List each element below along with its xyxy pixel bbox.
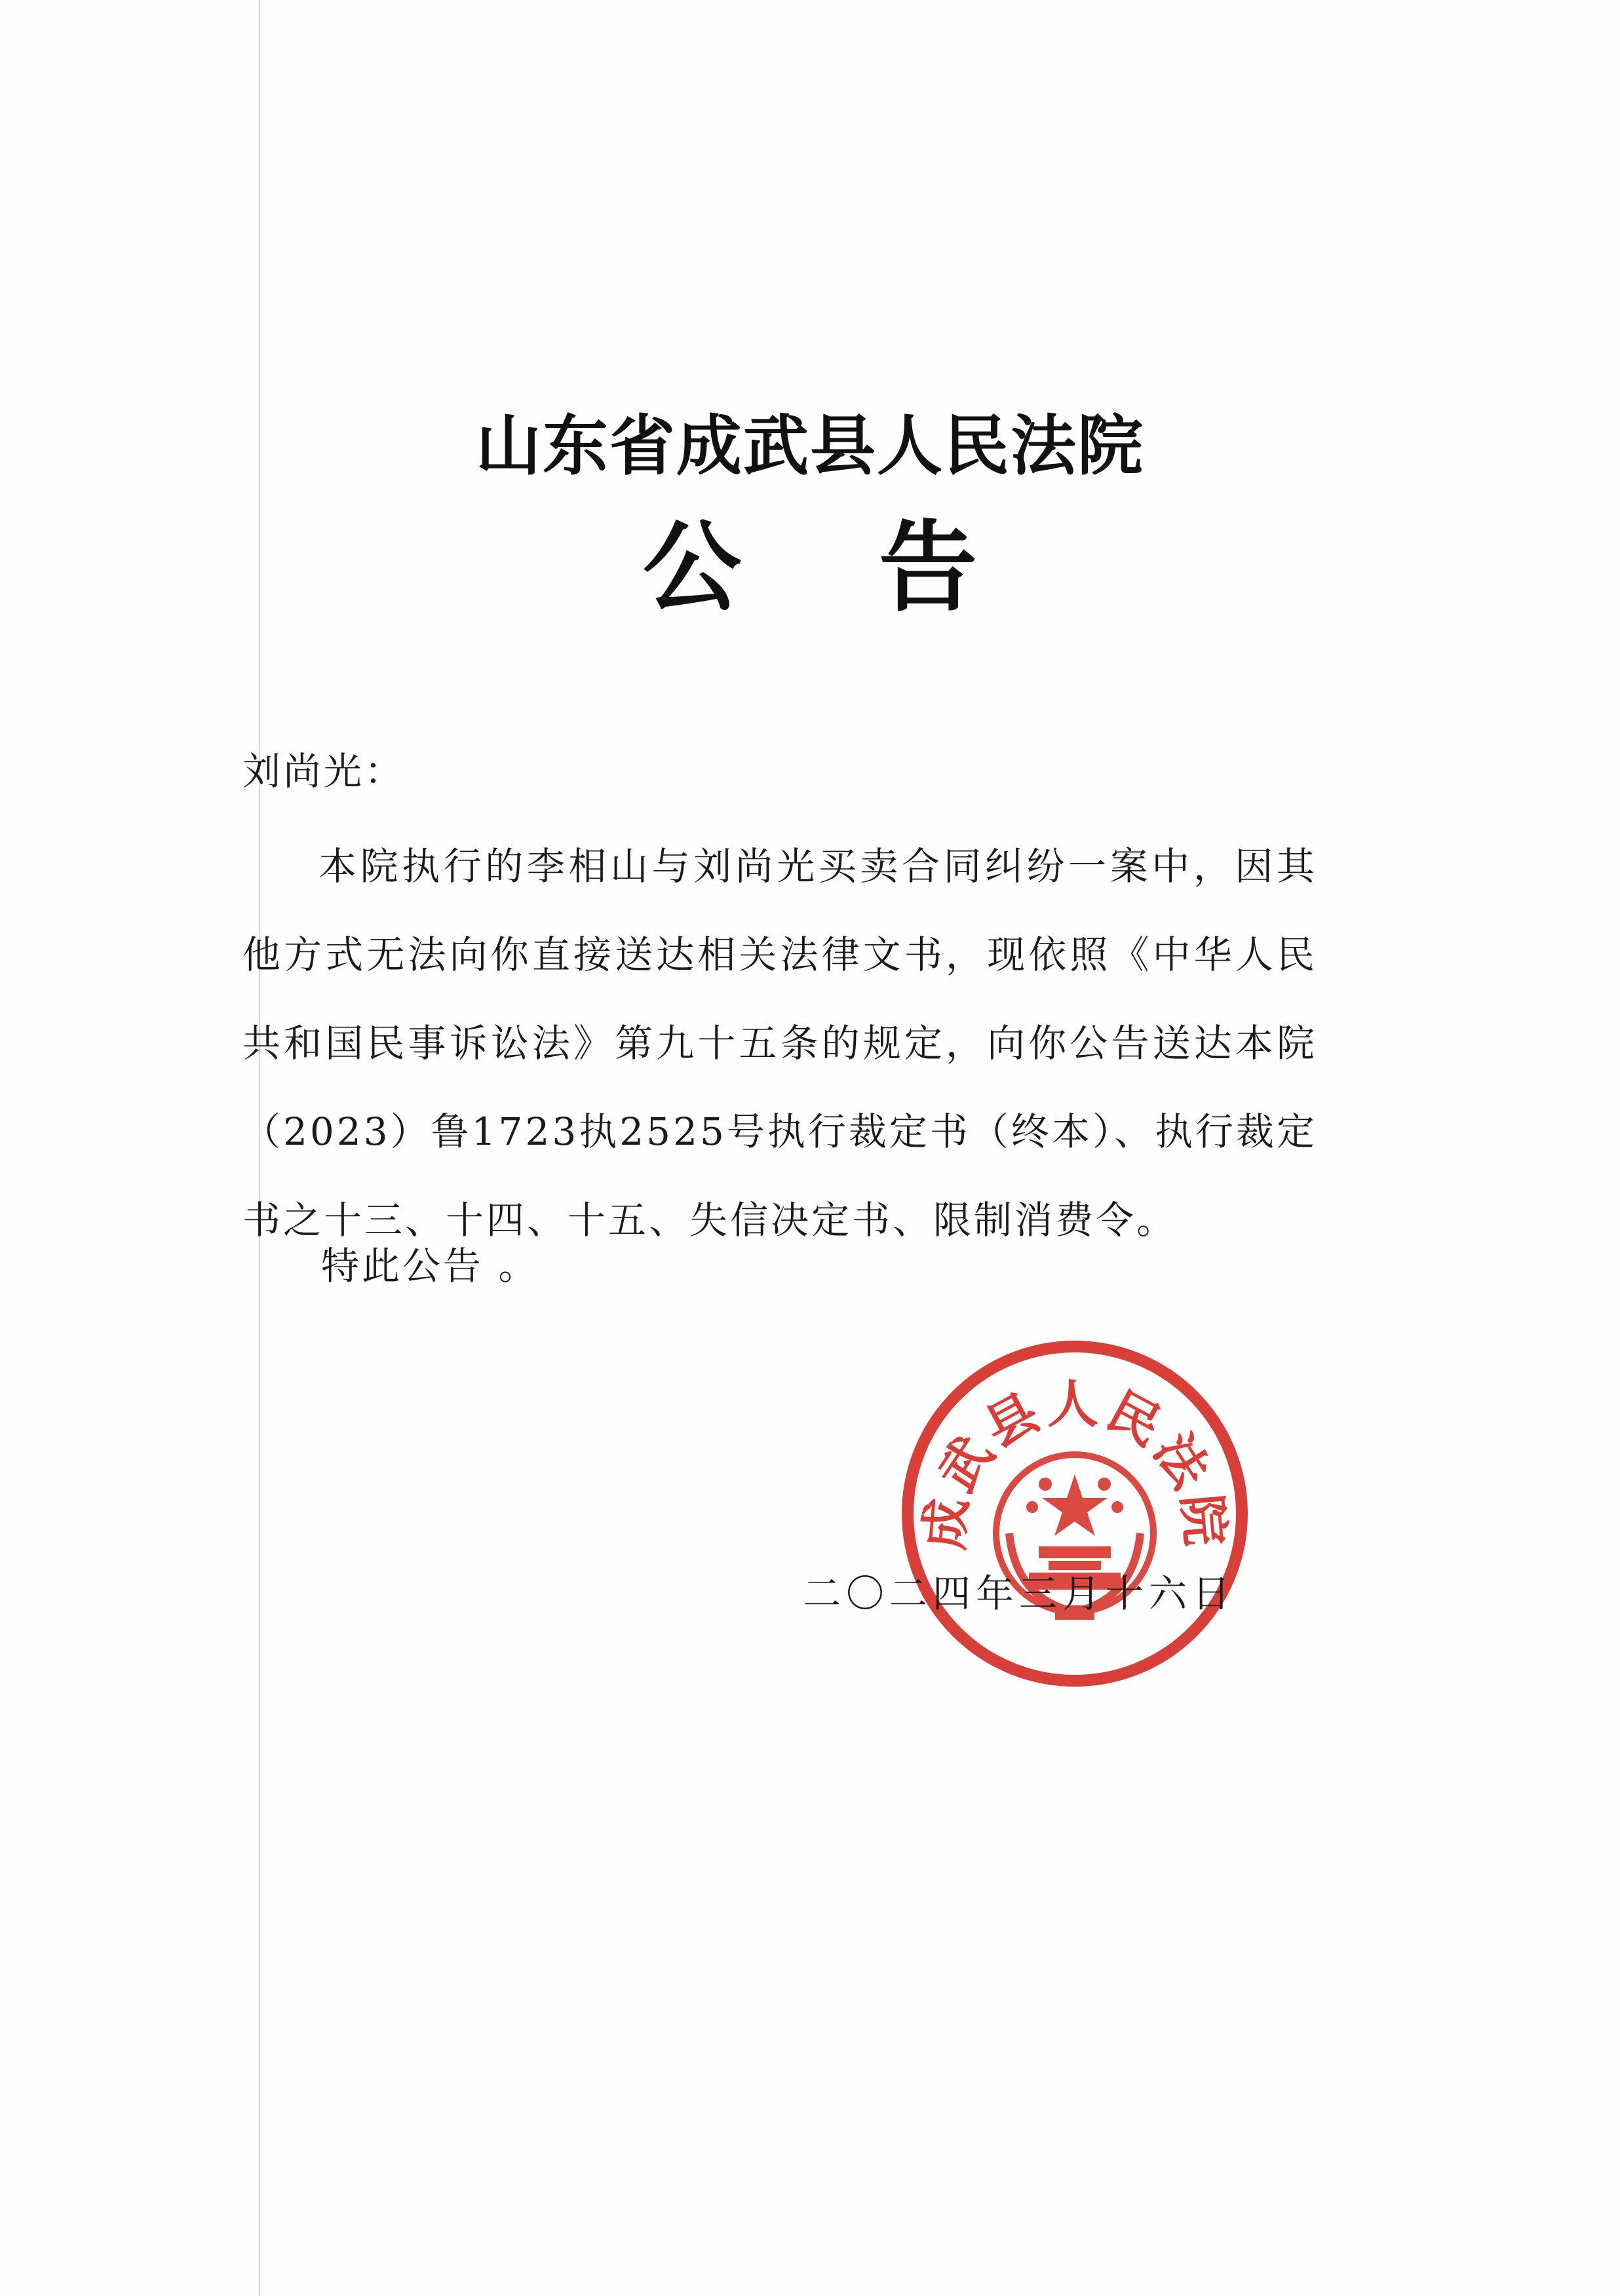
notice-heading — [0, 488, 1620, 630]
notice-body-paragraph: 本院执行的李相山与刘尚光买卖合同纠纷一案中，因其他方式无法向你直接送达相关法律文书，现依照《中华人民共和国民事诉讼法》第九十五条的规定，向你公告送达本院（2023）鲁1723执2525号执行裁定书（终本）、执行裁定书之十三、十四、十五、失信决定书、限制消费令。 — [242, 844, 1317, 1242]
court-name-heading: 山东省成武县人民法院 — [476, 407, 1144, 484]
notice-heading-char-2: 告 — [879, 510, 978, 625]
court-seal-stamp — [898, 1337, 1252, 1691]
seal-text: 成武县人民法院 — [914, 1375, 1235, 1552]
notice-heading-char-1: 公 — [642, 510, 741, 625]
notice-date: 二〇二四年三月十六日 — [803, 1571, 1236, 1616]
closing-line: 特此公告 。 — [321, 1244, 539, 1288]
addressee: 刘尚光： — [242, 749, 406, 794]
